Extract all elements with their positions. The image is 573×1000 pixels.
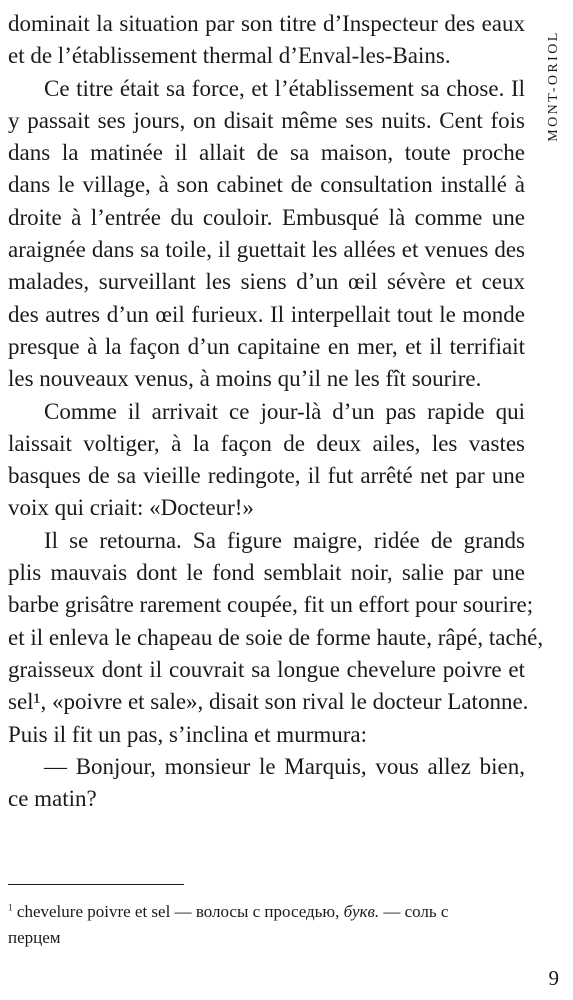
text-line: Il se retourna. Sa figure maigre, ridée de grands (44, 527, 525, 553)
text-line: sel¹, «poivre et sale», disait son rival le docteur Latonne. (8, 689, 529, 715)
text-line: Comme il arrivait ce jour-là d’un pas rapide qui (44, 398, 525, 424)
text-line: basques de sa vieille redingote, il fut arrêté net par une (8, 463, 525, 489)
text-line: des autres d’un œil furieux. Il interpellait tout le monde (8, 301, 525, 327)
text-line: presque à la façon d’un capitaine en mer, et il terrifiait (8, 333, 525, 359)
text-line: graisseux dont il couvrait sa longue chevelure poivre et (8, 656, 525, 682)
text-line: Ce titre était sa force, et l’établissement sa chose. Il (44, 75, 525, 101)
page-number: 9 (548, 966, 559, 990)
footnote-line: перцем (8, 928, 61, 947)
text-line: et de l’établissement thermal d’Enval-les-Bains. (8, 43, 451, 69)
footnote-text-a: chevelure poivre et sel — волосы с проседью, (16, 902, 344, 921)
text-line: droite à l’entrée du couloir. Embusqué là comme une (8, 204, 525, 230)
footnote-separator (8, 884, 184, 885)
text-line: plis mauvais dont le fond semblait noir, salie par une (8, 560, 525, 586)
text-line: voix qui criait: «Docteur!» (8, 495, 254, 521)
text-line: ce matin? (8, 786, 97, 812)
text-line: dans la matinée il allait de sa maison, toute proche (8, 140, 525, 166)
text-line: barbe grisâtre rarement coupée, fit un effort pour sourire; (8, 592, 534, 618)
text-line: dans le village, à son cabinet de consultation installé à (8, 172, 525, 198)
footnote (8, 899, 525, 951)
main-text (8, 8, 544, 815)
running-head-title: MONT-ORIOL (546, 30, 561, 142)
text-line: dominait la situation par son titre d’Inspecteur des eaux (8, 11, 525, 36)
footnote-text-b: — соль с (379, 902, 449, 921)
text-line: Puis il fit un pas, s’inclina et murmura: (8, 721, 368, 747)
running-head (543, 6, 565, 166)
footnote-abbrev: букв. (343, 902, 380, 921)
text-line: et il enleva le chapeau de soie de forme haute, râpé, taché, (8, 624, 544, 650)
text-line: laissait voltiger, à la façon de deux ailes, les vastes (8, 430, 525, 456)
footnote-line (8, 899, 525, 925)
text-line: les nouveaux venus, à moins qu’il ne les fît sourire. (8, 366, 482, 392)
text-line: malades, surveillant les siens d’un œil sévère et ceux (8, 269, 525, 295)
footnote-marker: 1 (8, 903, 13, 914)
text-line: araignée dans sa toile, il guettait les allées et venues des (8, 237, 525, 263)
text-line: y passait ses jours, on disait même ses nuits. Cent fois (8, 107, 525, 133)
text-line: — Bonjour, monsieur le Marquis, vous allez bien, (44, 753, 525, 779)
